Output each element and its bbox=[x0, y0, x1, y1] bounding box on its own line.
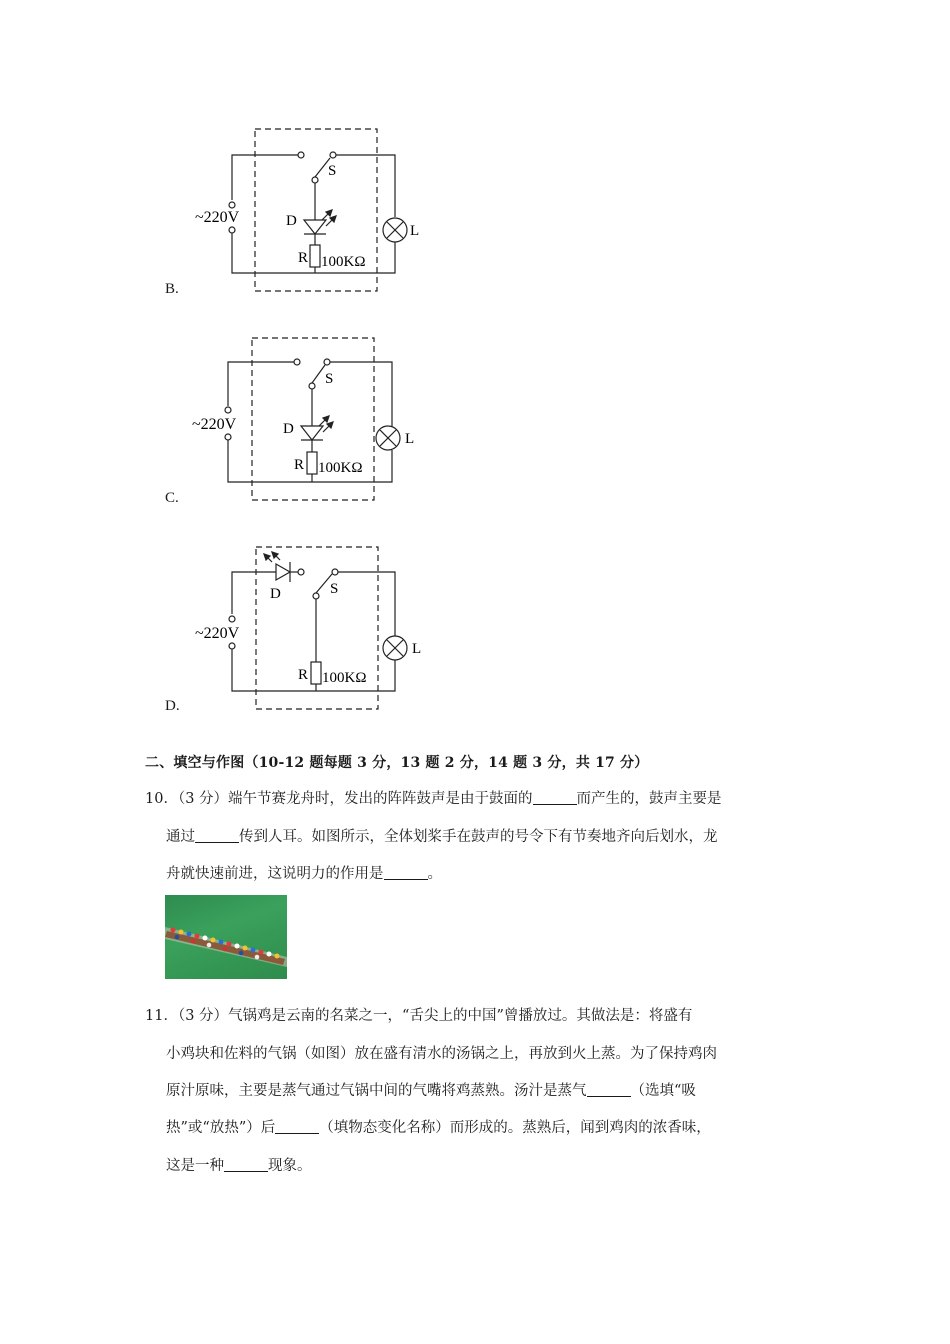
answer-blank[interactable] bbox=[275, 1119, 319, 1134]
q10-line-3 bbox=[166, 862, 442, 883]
dragon-boat-photo bbox=[165, 895, 287, 979]
resistance-label: 100KΩ bbox=[322, 670, 367, 686]
resistance-label: 100KΩ bbox=[321, 254, 366, 270]
option-c-label: C. bbox=[165, 490, 179, 506]
q11-line-5 bbox=[166, 1154, 312, 1175]
lamp-label: L bbox=[405, 431, 415, 447]
voltage-label: ~220V bbox=[195, 625, 240, 642]
q11-line-1: 11．（3 分）气锅鸡是云南的名菜之一，“舌尖上的中国”曾播放过。其做法是：将盛有 bbox=[145, 1008, 693, 1024]
circuit-diagram-b bbox=[190, 120, 440, 300]
q10-text: 10．（3 分）端午节赛龙舟时，发出的阵阵鼓声是由于鼓面的 bbox=[145, 791, 533, 807]
led-label: D bbox=[270, 586, 281, 602]
voltage-label: ~220V bbox=[195, 209, 240, 226]
switch-label: S bbox=[328, 163, 337, 179]
q11-text: 原汁原味，主要是蒸气通过气锅中间的气嘴将鸡蒸熟。汤汁是蒸气 bbox=[166, 1083, 587, 1099]
section-title: 二、填空与作图（10-12 题每题 3 分，13 题 2 分，14 题 3 分，共 17 分） bbox=[145, 755, 649, 771]
switch-label: S bbox=[330, 581, 339, 597]
q11-text: 现象。 bbox=[268, 1158, 312, 1174]
q11-line-4 bbox=[166, 1116, 711, 1137]
answer-blank[interactable] bbox=[384, 865, 428, 880]
q10-line-2 bbox=[166, 825, 718, 846]
q10-text: 舟就快速前进，这说明力的作用是 bbox=[166, 866, 384, 882]
q10-text: 通过 bbox=[166, 829, 195, 845]
q11-line-2: 小鸡块和佐料的气锅（如图）放在盛有清水的汤锅之上，再放到火上蒸。为了保持鸡肉 bbox=[166, 1046, 717, 1062]
answer-blank[interactable] bbox=[587, 1082, 631, 1097]
switch-label: S bbox=[325, 371, 334, 387]
option-d-label: D. bbox=[165, 698, 180, 714]
q11-text: 这是一种 bbox=[166, 1158, 224, 1174]
q10-text: 传到人耳。如图所示，全体划桨手在鼓声的号令下有节奏地齐向后划水，龙 bbox=[239, 829, 718, 845]
resistor-label: R bbox=[298, 250, 309, 266]
option-b-label: B. bbox=[165, 281, 179, 297]
q10-text: 。 bbox=[427, 866, 442, 882]
q11-text: （填物态变化名称）而形成的。蒸熟后，闻到鸡肉的浓香味， bbox=[319, 1120, 711, 1136]
q11-line-3 bbox=[166, 1079, 696, 1100]
circuit-diagram-c bbox=[190, 330, 440, 510]
circuit-diagram-d bbox=[190, 540, 440, 720]
led-label: D bbox=[283, 421, 294, 437]
answer-blank[interactable] bbox=[195, 828, 239, 843]
lamp-label: L bbox=[412, 641, 422, 657]
q10-text: 而产生的，鼓声主要是 bbox=[576, 791, 722, 807]
answer-blank[interactable] bbox=[224, 1157, 268, 1172]
resistor-label: R bbox=[294, 457, 305, 473]
resistance-label: 100KΩ bbox=[318, 460, 363, 476]
q10-line-1 bbox=[145, 787, 722, 808]
answer-blank[interactable] bbox=[533, 790, 577, 805]
q11-text: 热”或“放热”）后 bbox=[166, 1120, 276, 1136]
q11-text: （选填“吸 bbox=[630, 1083, 696, 1099]
voltage-label: ~220V bbox=[192, 416, 237, 433]
resistor-label: R bbox=[298, 667, 309, 683]
led-label: D bbox=[286, 213, 297, 229]
lamp-label: L bbox=[410, 223, 420, 239]
